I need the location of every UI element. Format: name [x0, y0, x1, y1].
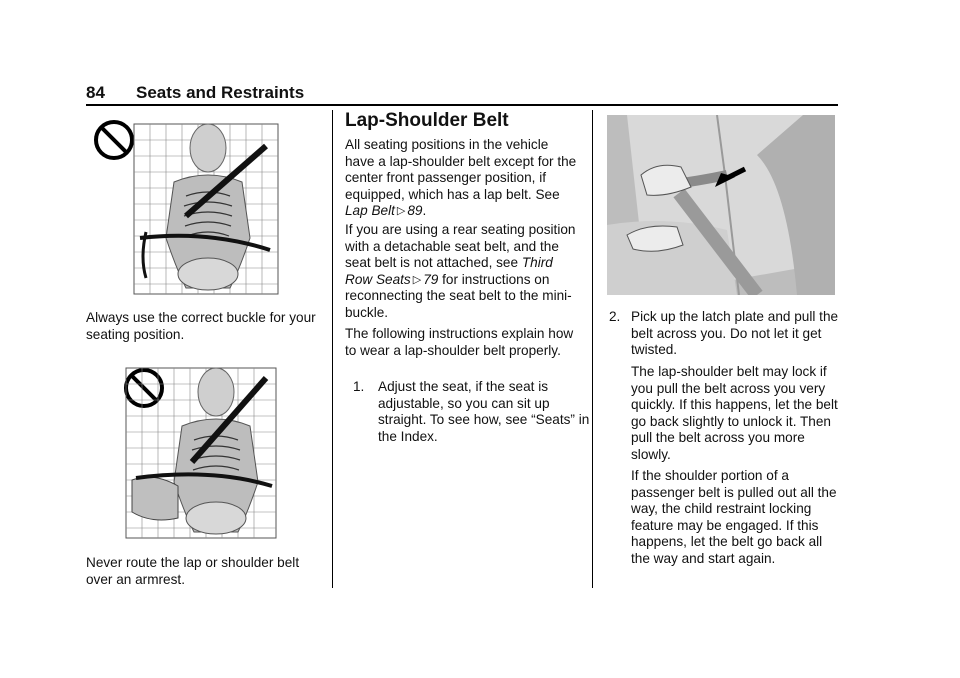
rear-seat-end: for instructions on reconnecting the seat belt to the mini-buckle. — [345, 271, 572, 320]
header-rule — [86, 104, 838, 106]
prohibited-circle-icon — [126, 370, 162, 406]
step-2 — [607, 309, 863, 359]
ref-lap-belt-page[interactable]: 89 — [407, 203, 423, 219]
page-number: 84 — [86, 83, 105, 102]
rear-seat-paragraph — [345, 222, 580, 322]
page-reference-icon: ▷ — [396, 205, 406, 218]
step-1-text: Adjust the seat, if the seat is adjustable, so you can sit up straight. To see how, see “Seats” in the Index. — [378, 379, 590, 444]
latch-plate-photo — [607, 115, 835, 295]
section-title: Seats and Restraints — [136, 83, 305, 102]
caption-armrest: Never route the lap or shoulder belt over an armrest. — [86, 555, 300, 587]
latch-plate-svg — [607, 115, 835, 295]
step-1-number: 1. — [353, 379, 365, 394]
column-divider-2 — [592, 110, 593, 588]
step-2-child-lock-note: If the shoulder portion of a passenger belt is pulled out all the way, the child restraint locking feature may be engaged. If this happens, let the belt go back all the way and start again. — [631, 468, 837, 566]
ref-lap-belt[interactable]: Lap Belt — [345, 203, 395, 219]
incorrect-buckle-illustration — [90, 118, 290, 300]
ref-third-row-page[interactable]: 79 — [423, 271, 439, 287]
step-2-lock-note: The lap-shoulder belt may lock if you pull the belt across you very quickly. If this happens, let the belt go back slightly to unlock it. Then pull the belt across you more slowly. — [631, 364, 838, 462]
ref-third-row-seats[interactable]: Third Row Seats — [345, 255, 553, 287]
column-divider-1 — [332, 110, 333, 588]
armrest-svg — [92, 362, 292, 542]
intro-end: . — [422, 203, 427, 219]
instructions-intro: The following instructions explain how to wear a lap-shoulder belt properly. — [345, 326, 574, 358]
intro-text: All seating positions in the vehicle have a lap-shoulder belt except for the center front passenger position, if equipped, which has a lap belt. See — [345, 137, 577, 202]
rear-seat-text: If you are using a rear seating position with a detachable seat belt, and the seat belt is not attached, see — [345, 222, 576, 271]
step-1 — [345, 379, 596, 445]
page-reference-icon: ▷ — [412, 273, 422, 286]
prohibited-circle-icon — [96, 122, 132, 158]
armrest-illustration — [92, 362, 292, 542]
step-2-text: Pick up the latch plate and pull the belt across you. Do not let it get twisted. — [631, 309, 839, 358]
caption-correct-buckle: Always use the correct buckle for your seating position. — [86, 310, 316, 342]
incorrect-buckle-svg — [90, 118, 290, 300]
section-heading: Lap-Shoulder Belt — [345, 110, 509, 131]
intro-paragraph — [345, 137, 580, 220]
step-2-number: 2. — [609, 309, 621, 324]
